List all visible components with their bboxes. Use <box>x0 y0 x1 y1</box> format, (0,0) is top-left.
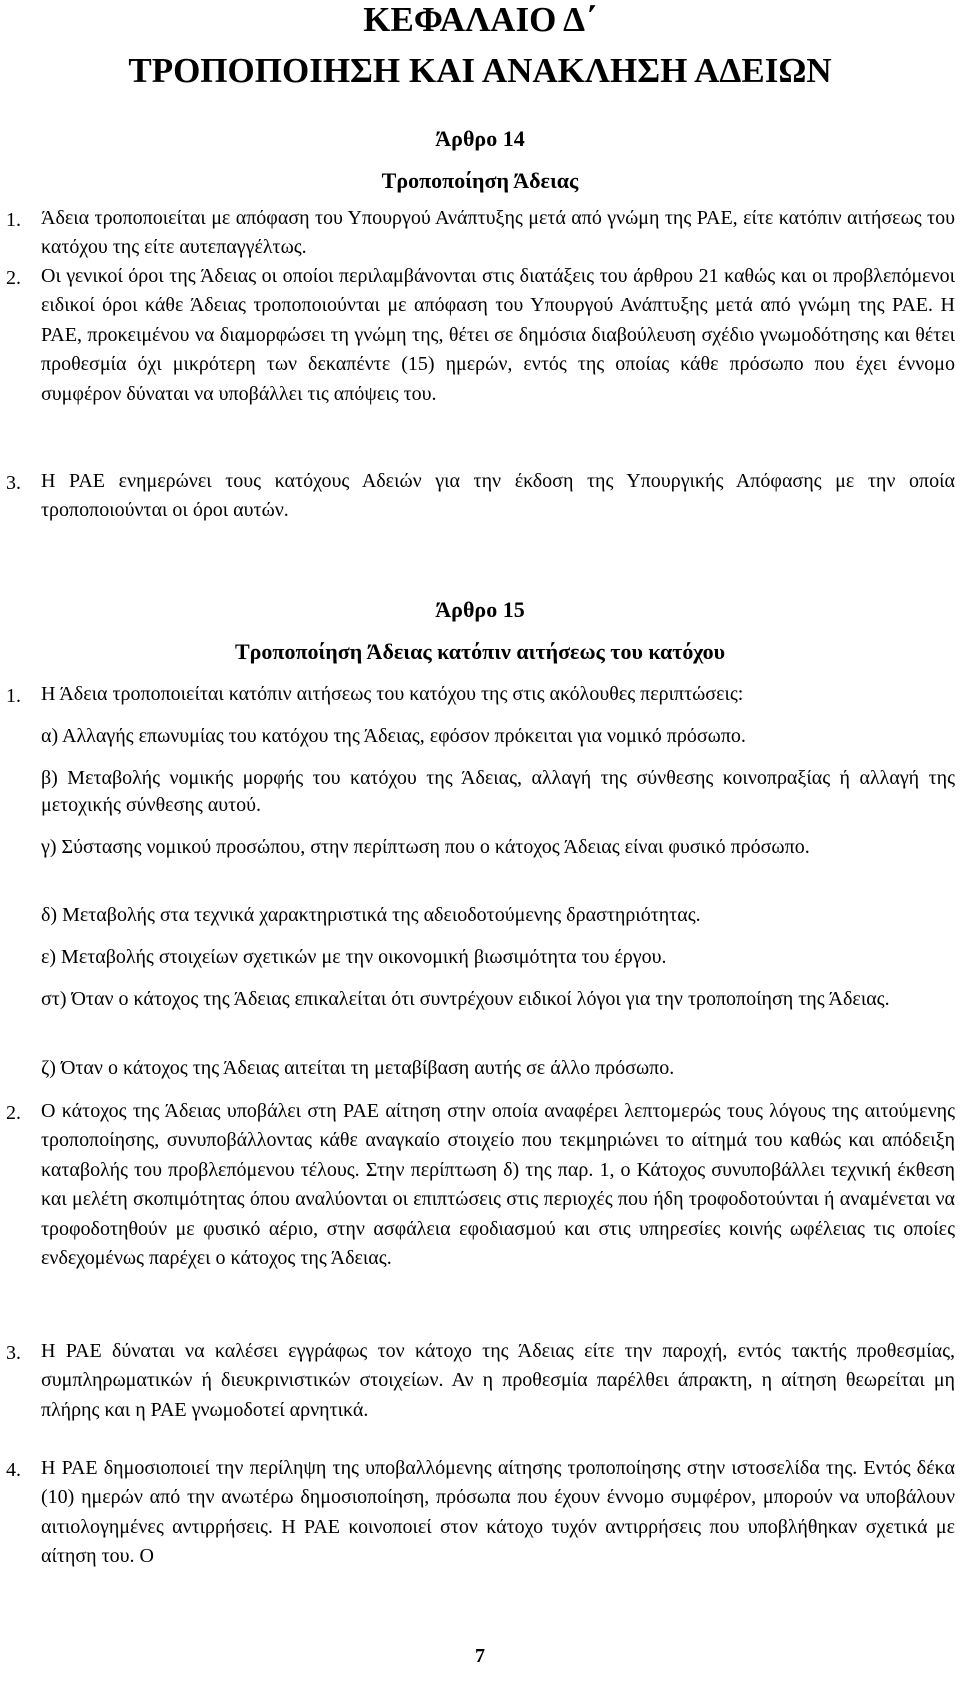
article-15-title: Τροποποίηση Άδειας κατόπιν αιτήσεως του κατόχου <box>234 639 726 664</box>
case-gamma: γ) Σύστασης νομικού προσώπου, στην περίπτωση που ο κάτοχος Άδειας είναι φυσικό πρόσωπο. <box>41 836 810 858</box>
page-number: 7 <box>475 1645 485 1667</box>
case-delta: δ) Μεταβολής στα τεχνικά χαρακτηριστικά της αδειοδοτούμενης δραστηριότητας. <box>41 904 701 926</box>
article-14-paragraph-2: Οι γενικοί όροι της Άδειας οι οποίοι περιλαμβάνονται στις διατάξεις του άρθρου 21 καθώς και οι προβλεπόμενοι ειδικοί όροι κάθε Άδειας τροποποιούνται με απόφαση του Υπουργού Ανάπτυξης μετά από γνώμη της ΡΑΕ. Η ΡΑΕ, προκειμένου να διαμορφώσει τη γνώμη της, θέτει σε δημόσια διαβούλευση σχέδιο γνωμοδότησης και θέτει προθεσμία όχι μικρότερη των δεκαπέντε (15) ημερών, εντός της οποίας κάθε πρόσωπο που έχει έννομο συμφέρον δύναται να υποβάλλει τις απόψεις του. <box>41 265 955 405</box>
case-alpha: α) Αλλαγής επωνυμίας του κατόχου της Άδειας, εφόσον πρόκειται για νομικό πρόσωπο. <box>41 725 746 747</box>
article-14-title: Τροποποίηση Άδειας <box>381 168 579 193</box>
article-15-paragraph-4: Η ΡΑΕ δημοσιοποιεί την περίληψη της υποβαλλόμενης αίτησης τροποποίησης στην ιστοσελίδα της. Εντός δέκα (10) ημερών από την ανωτέρω δημοσιοποίηση, πρόσωπα που έχουν έννομο συμφέρον, μπορούν να υποβάλουν αιτιολογημένες αντιρρήσεις. Η ΡΑΕ κοινοποιεί στον κάτοχο τυχόν αντιρρήσεις που υποβλήθηκαν σχετικά με αίτηση του. Ο <box>41 1457 955 1568</box>
paragraph-number: 3. <box>6 1342 21 1364</box>
paragraph-number: 3. <box>6 472 21 494</box>
paragraph-number: 2. <box>6 1102 21 1124</box>
paragraph-number: 1. <box>6 209 21 231</box>
chapter-title: ΤΡΟΠΟΠΟΙΗΣΗ ΚΑΙ ΑΝΑΚΛΗΣΗ ΑΔΕΙΩΝ <box>128 51 832 90</box>
chapter-label: ΚΕΦΑΛΑΙΟ Δ΄ <box>363 0 597 39</box>
case-epsilon: ε) Μεταβολής στοιχείων σχετικών με την οικονομική βιωσιμότητα του έργου. <box>41 946 667 968</box>
case-st: στ) Όταν ο κάτοχος της Άδειας επικαλείται ότι συντρέχουν ειδικοί λόγοι για την τροποποίηση της Άδειας. <box>41 988 890 1010</box>
article-14-heading: Άρθρο 14 <box>435 126 525 151</box>
article-15-paragraph-2: Ο κάτοχος της Άδειας υποβάλει στη ΡΑΕ αίτηση στην οποία αναφέρει λεπτομερώς τους λόγους της αιτούμενης τροποποίησης, συνυποβάλλοντας κάθε αναγκαίο στοιχείο που τεκμηριώνει το αίτημά του καθώς και απόδειξη καταβολής του προβλεπόμενου τέλους. Στην περίπτωση δ) της παρ. 1, ο Κάτοχος συνυποβάλλει τεχνική έκθεση και μελέτη σκοπιμότητας όπου αναλύονται οι επιπτώσεις στις περιοχές που ήδη τροφοδοτούνται ή αναμένεται να τροφοδοτηθούν με φυσικό αέριο, στην ασφάλεια εφοδιασμού και στις υπηρεσίες κοινής ωφέλειας τις οποίες ενδεχομένως παρέχει ο κάτοχος της Άδειας. <box>41 1100 955 1270</box>
paragraph-number: 4. <box>6 1459 21 1481</box>
paragraph-number: 1. <box>6 685 21 707</box>
article-15-paragraph-3: Η ΡΑΕ δύναται να καλέσει εγγράφως τον κάτοχο της Άδειας είτε την παροχή, εντός τακτής προθεσμίας, συμπληρωματικών ή διευκρινιστικών στοιχείων. Αν η προθεσμία παρέλθει άπρακτη, η αίτηση θεωρείται μη πλήρης και η ΡΑΕ γνωμοδοτεί αρνητικά. <box>41 1340 955 1421</box>
case-zeta: ζ) Όταν ο κάτοχος της Άδειας αιτείται τη μεταβίβαση αυτής σε άλλο πρόσωπο. <box>41 1057 675 1079</box>
case-beta: β) Μεταβολής νομικής μορφής του κατόχου της Άδειας, αλλαγή της σύνθεσης κοινοπραξίας ή αλλαγή της μετοχικής σύνθεσης αυτού. <box>41 767 955 816</box>
article-15-heading: Άρθρο 15 <box>435 597 525 622</box>
paragraph-number: 2. <box>6 267 21 289</box>
article-15-paragraph-1-intro: Η Άδεια τροποποιείται κατόπιν αιτήσεως του κατόχου της στις ακόλουθες περιπτώσεις: <box>41 683 744 705</box>
article-14-paragraph-3: Η ΡΑΕ ενημερώνει τους κατόχους Αδειών για την έκδοση της Υπουργικής Απόφασης με την οποία τροποποιούνται οι όροι αυτών. <box>41 470 955 522</box>
article-14-paragraph-1: Άδεια τροποποιείται με απόφαση του Υπουργού Ανάπτυξης μετά από γνώμη της ΡΑΕ, είτε κατόπιν αιτήσεως του κατόχου της είτε αυτεπαγγέλτως. <box>41 207 955 259</box>
